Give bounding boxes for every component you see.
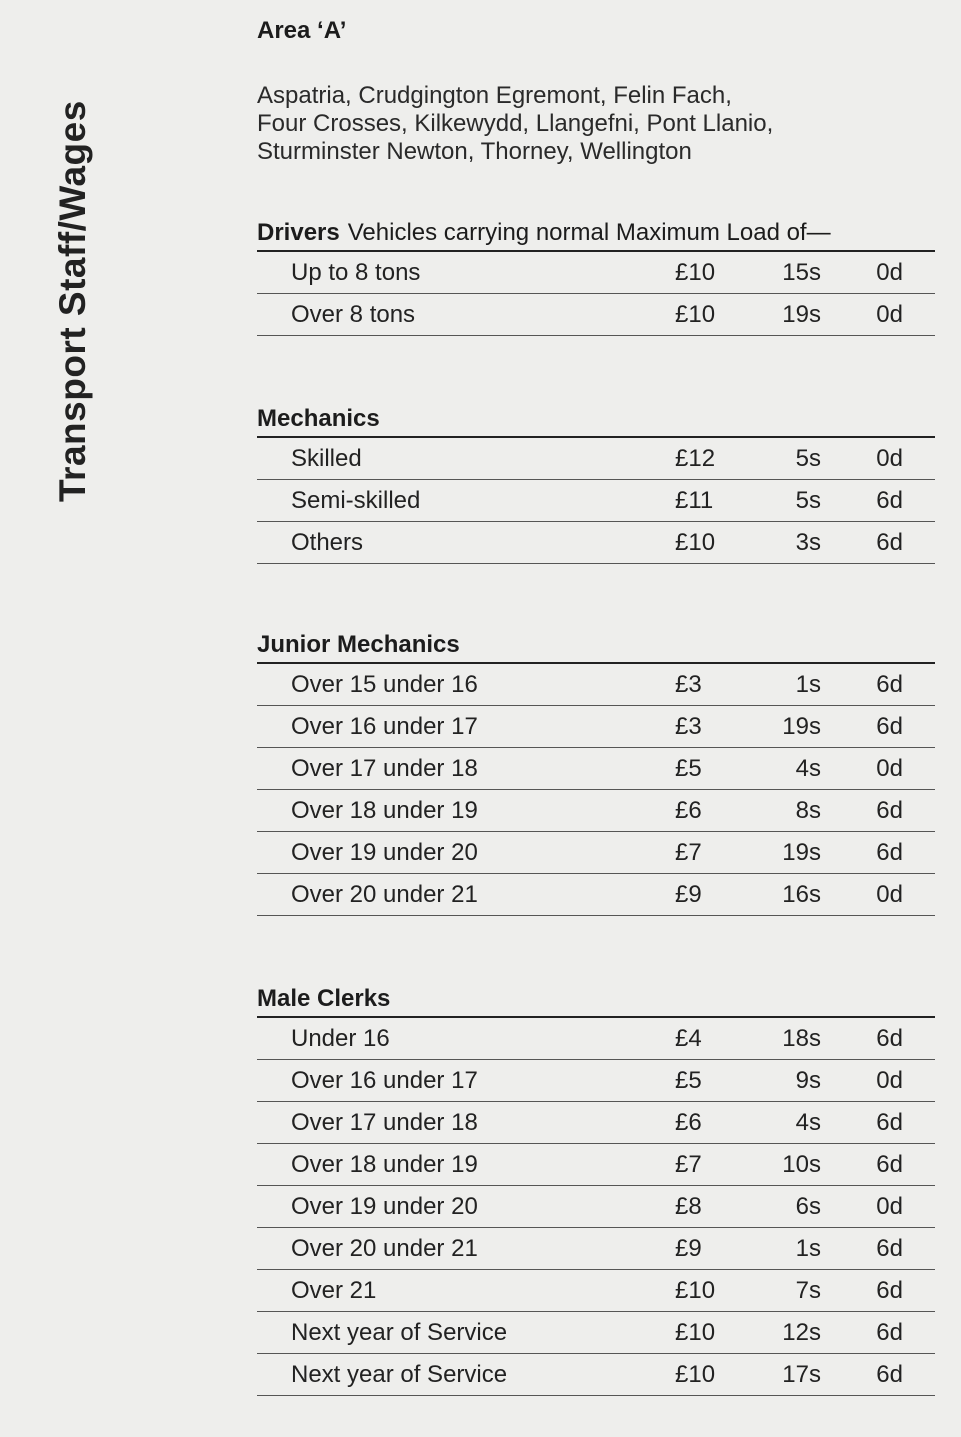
row-label: Up to 8 tons <box>291 258 421 286</box>
table-row <box>257 1018 935 1060</box>
shillings-value: 5s <box>795 486 821 514</box>
area-places <box>257 82 935 166</box>
shillings-value: 6s <box>795 1192 821 1220</box>
row-label: Over 21 <box>291 1276 377 1304</box>
row-label: Over 20 under 21 <box>291 1234 478 1262</box>
row-label: Others <box>291 528 364 556</box>
table-row <box>257 664 935 706</box>
area-title: Area ‘A’ <box>257 17 347 44</box>
shillings-value: 10s <box>782 1150 821 1178</box>
table-row <box>257 1102 935 1144</box>
table-row <box>257 1144 935 1186</box>
pounds-value: £6 <box>675 1108 702 1136</box>
pence-value: 6d <box>876 528 903 556</box>
row-label: Under 16 <box>291 1024 390 1052</box>
table-row <box>257 790 935 832</box>
shillings-value: 7s <box>795 1276 821 1304</box>
row-label: Over 19 under 20 <box>291 838 478 866</box>
pounds-value: £10 <box>675 1360 716 1388</box>
table-row <box>257 1354 935 1396</box>
section-heading <box>257 628 935 664</box>
pounds-value: £10 <box>675 1318 716 1346</box>
table-row <box>257 252 935 294</box>
table-row <box>257 1312 935 1354</box>
pence-value: 0d <box>876 300 903 328</box>
pence-value: 0d <box>876 444 903 472</box>
table-row <box>257 1060 935 1102</box>
table-row <box>257 1270 935 1312</box>
pounds-value: £7 <box>675 838 702 866</box>
pounds-value: £9 <box>675 880 702 908</box>
pounds-value: £10 <box>675 1276 716 1304</box>
row-label: Over 19 under 20 <box>291 1192 478 1220</box>
pounds-value: £7 <box>675 1150 702 1178</box>
pounds-value: £12 <box>675 444 716 472</box>
table-row <box>257 706 935 748</box>
pence-value: 0d <box>876 880 903 908</box>
page-content <box>257 14 935 1388</box>
table-row <box>257 294 935 336</box>
row-label: Over 18 under 19 <box>291 796 478 824</box>
row-label: Over 16 under 17 <box>291 712 478 740</box>
shillings-value: 15s <box>782 258 821 286</box>
table-row <box>257 874 935 916</box>
section-title: Mechanics <box>257 405 380 432</box>
row-label: Over 20 under 21 <box>291 880 478 908</box>
shillings-value: 19s <box>782 712 821 740</box>
pence-value: 6d <box>876 796 903 824</box>
pence-value: 6d <box>876 670 903 698</box>
shillings-value: 17s <box>782 1360 821 1388</box>
row-label: Over 18 under 19 <box>291 1150 478 1178</box>
shillings-value: 1s <box>795 670 821 698</box>
row-label: Over 17 under 18 <box>291 754 478 782</box>
shillings-value: 1s <box>795 1234 821 1262</box>
pounds-value: £8 <box>675 1192 702 1220</box>
table-row <box>257 748 935 790</box>
shillings-value: 4s <box>795 754 821 782</box>
row-label: Next year of Service <box>291 1318 508 1346</box>
table-row <box>257 438 935 480</box>
pence-value: 6d <box>876 838 903 866</box>
pounds-value: £10 <box>675 258 716 286</box>
row-label: Over 17 under 18 <box>291 1108 478 1136</box>
row-label: Next year of Service <box>291 1360 508 1388</box>
pence-value: 6d <box>876 1150 903 1178</box>
pounds-value: £4 <box>675 1024 702 1052</box>
row-label: Over 8 tons <box>291 300 416 328</box>
table-row <box>257 832 935 874</box>
pounds-value: £5 <box>675 1066 702 1094</box>
shillings-value: 12s <box>782 1318 821 1346</box>
section-heading <box>257 402 935 438</box>
pence-value: 6d <box>876 1234 903 1262</box>
places-line: Sturminster Newton, Thorney, Wellington <box>257 138 692 165</box>
pence-value: 6d <box>876 712 903 740</box>
pence-value: 0d <box>876 754 903 782</box>
side-title: Transport Staff/Wages <box>52 100 93 502</box>
section-title: Junior Mechanics <box>257 631 460 658</box>
pounds-value: £9 <box>675 1234 702 1262</box>
shillings-value: 19s <box>782 838 821 866</box>
pounds-value: £3 <box>675 670 702 698</box>
pounds-value: £10 <box>675 528 716 556</box>
pounds-value: £3 <box>675 712 702 740</box>
places-line: Aspatria, Crudgington Egremont, Felin Fach, <box>257 82 732 109</box>
section-title: Male Clerks <box>257 985 391 1012</box>
section-subtitle: Vehicles carrying normal Maximum Load of— <box>347 219 831 246</box>
section-male-clerks <box>257 982 935 1396</box>
pence-value: 0d <box>876 1066 903 1094</box>
shillings-value: 16s <box>782 880 821 908</box>
shillings-value: 8s <box>795 796 821 824</box>
row-label: Semi-skilled <box>291 486 421 514</box>
pounds-value: £10 <box>675 300 716 328</box>
row-label: Over 16 under 17 <box>291 1066 478 1094</box>
shillings-value: 9s <box>795 1066 821 1094</box>
shillings-value: 4s <box>795 1108 821 1136</box>
table-row <box>257 1186 935 1228</box>
pounds-value: £11 <box>675 486 714 514</box>
shillings-value: 19s <box>782 300 821 328</box>
pence-value: 0d <box>876 258 903 286</box>
shillings-value: 3s <box>795 528 821 556</box>
section-mechanics <box>257 402 935 564</box>
table-row <box>257 522 935 564</box>
section-title: Drivers <box>257 219 340 246</box>
section-drivers <box>257 216 935 336</box>
shillings-value: 5s <box>795 444 821 472</box>
row-label: Skilled <box>291 444 362 472</box>
row-label: Over 15 under 16 <box>291 670 478 698</box>
table-row <box>257 480 935 522</box>
pence-value: 6d <box>876 486 903 514</box>
pence-value: 6d <box>876 1318 903 1346</box>
pounds-value: £5 <box>675 754 702 782</box>
places-line: Four Crosses, Kilkewydd, Llangefni, Pont Llanio, <box>257 110 774 137</box>
pence-value: 6d <box>876 1276 903 1304</box>
table-row <box>257 1228 935 1270</box>
pounds-value: £6 <box>675 796 702 824</box>
shillings-value: 18s <box>782 1024 821 1052</box>
section-junior-mechanics <box>257 628 935 916</box>
pence-value: 0d <box>876 1192 903 1220</box>
section-heading <box>257 216 935 252</box>
section-heading <box>257 982 935 1018</box>
pence-value: 6d <box>876 1360 903 1388</box>
pence-value: 6d <box>876 1108 903 1136</box>
pence-value: 6d <box>876 1024 903 1052</box>
